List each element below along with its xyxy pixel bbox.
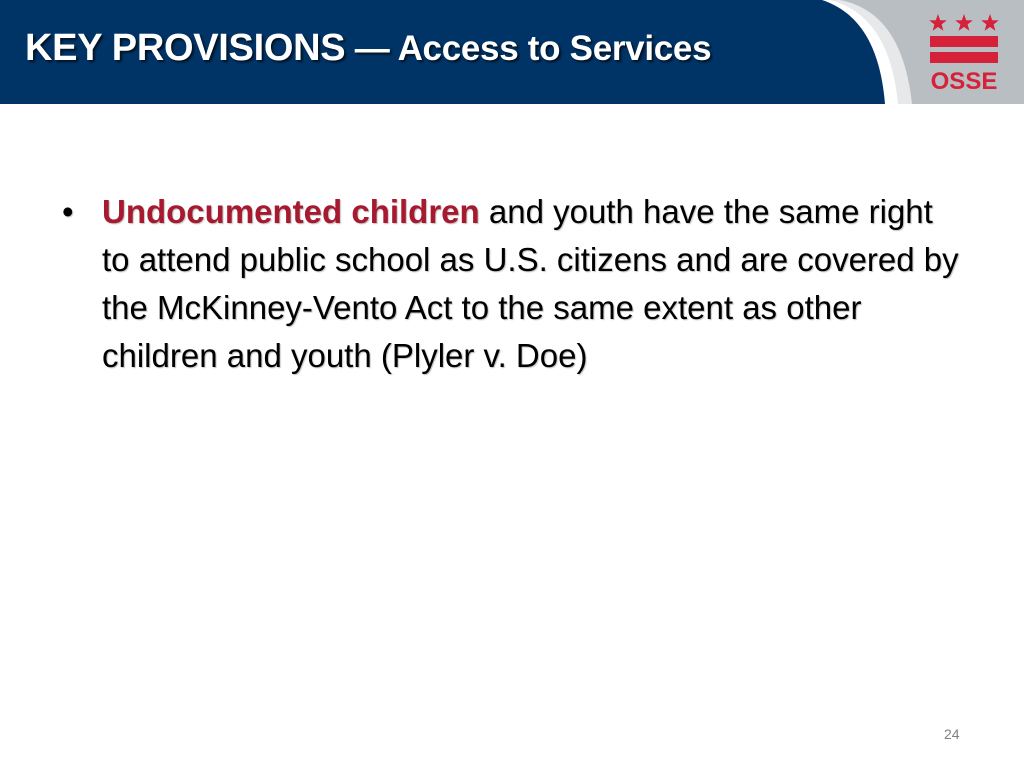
title-dash: — [345, 29, 398, 68]
page-number: 24 [944, 726, 960, 742]
bullet-text: and youth have the same right to attend public school as U.S. citizens and are covered by the McKinney-Vento Act to the same extent as other children and youth (Plyler v. Doe) [102, 193, 959, 374]
title-main: KEY PROVISIONS [25, 27, 346, 69]
highlight-text: Undocumented children [102, 193, 480, 230]
slide-title [25, 27, 711, 70]
bullet-icon: • [62, 193, 74, 230]
bullet-item [62, 188, 962, 380]
osse-logo [926, 12, 1002, 92]
logo-text: OSSE [930, 68, 998, 92]
slide-body [62, 188, 962, 380]
title-subtitle: Access to Services [397, 29, 712, 68]
header-band [0, 0, 1024, 104]
